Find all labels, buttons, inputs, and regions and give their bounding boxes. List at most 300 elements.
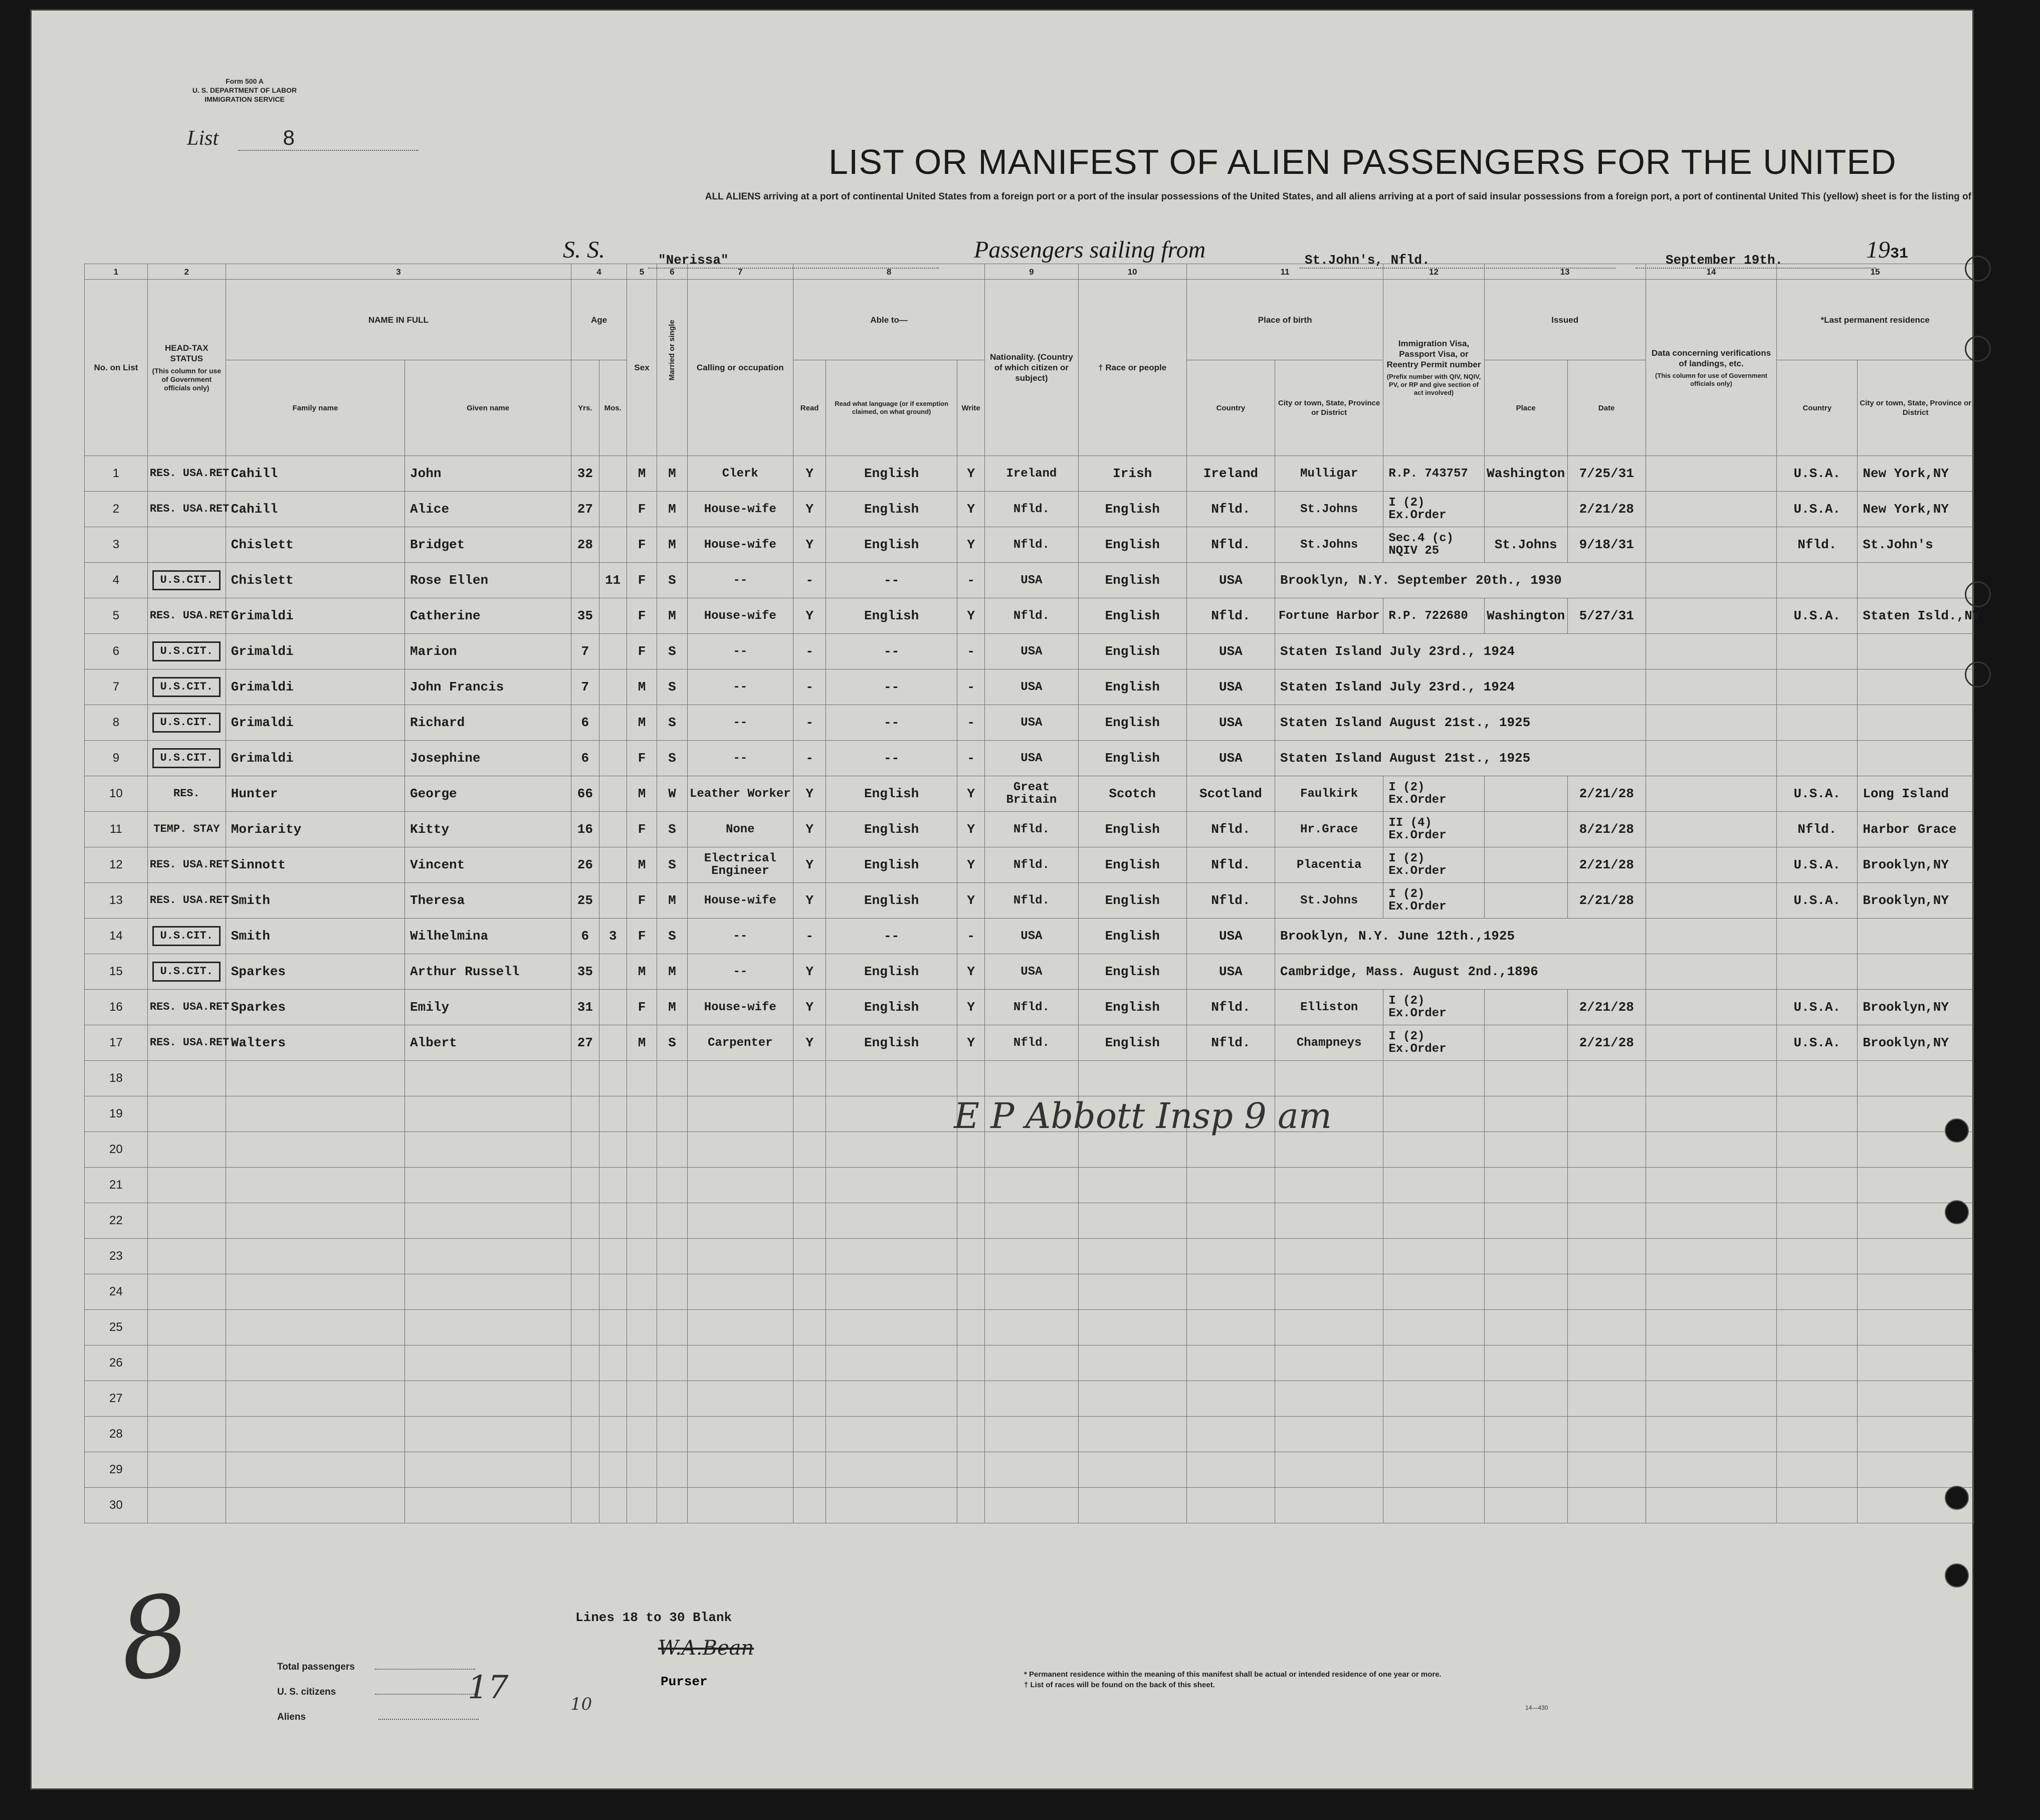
empty-cell: [1646, 1417, 1777, 1452]
empty-cell: [1186, 1381, 1275, 1417]
table-row: [85, 456, 1974, 492]
birth-city: St.Johns: [1275, 492, 1383, 527]
given-name: Emily: [405, 990, 571, 1025]
status-badge: RES. USA.RET.: [149, 609, 236, 622]
empty-cell: [1186, 1132, 1275, 1168]
empty-cell: [599, 1310, 627, 1345]
age-months: [599, 598, 627, 634]
empty-cell: [147, 1274, 226, 1310]
residence-country: U.S.A.: [1777, 598, 1858, 634]
department-name: U. S. DEPARTMENT OF LABOR: [192, 86, 297, 94]
can-write: -: [957, 634, 984, 669]
manifest-sheet: [30, 9, 1980, 1790]
verification-data: [1646, 741, 1777, 776]
nationality: Ireland: [985, 456, 1078, 492]
empty-cell: [985, 1452, 1078, 1488]
birth-place-and-date: Brooklyn, N.Y. June 12th.,1925: [1275, 919, 1646, 954]
empty-cell: [627, 1488, 657, 1523]
header-visa: [1383, 280, 1484, 456]
empty-cell: [599, 1345, 627, 1381]
empty-cell: [1484, 1274, 1567, 1310]
visa-number: II (4) Ex.Order: [1383, 812, 1484, 847]
race: English: [1078, 847, 1186, 883]
empty-cell: [627, 1168, 657, 1203]
table-row: [85, 705, 1974, 741]
family-name: Grimaldi: [226, 705, 404, 741]
table-row: [85, 883, 1974, 919]
issued-date: 2/21/28: [1567, 776, 1646, 812]
age-years: 28: [571, 527, 599, 563]
empty-cell: [657, 1061, 687, 1096]
verification-data: [1646, 563, 1777, 598]
passenger-rows: [85, 456, 1980, 1523]
empty-cell: [957, 1203, 984, 1239]
family-name: Moriarity: [226, 812, 404, 847]
marital-status: W: [657, 776, 687, 812]
birth-city: St.Johns: [1275, 527, 1383, 563]
empty-cell: [657, 1310, 687, 1345]
nationality: USA: [985, 741, 1078, 776]
occupation: Leather Worker: [687, 776, 793, 812]
table-row: [85, 1025, 1974, 1061]
form-identifier: [124, 77, 365, 104]
status-badge: RES. USA.RET.: [149, 858, 236, 871]
empty-cell: [1078, 1488, 1186, 1523]
empty-cell: [147, 1417, 226, 1452]
status-badge: U.S.CIT.: [152, 926, 221, 946]
can-read: Y: [793, 776, 826, 812]
empty-cell: [793, 1239, 826, 1274]
table-row: [85, 990, 1974, 1025]
age-months: [599, 847, 627, 883]
empty-cell: [1567, 1061, 1646, 1096]
empty-cell: [826, 1132, 957, 1168]
row-number: 16: [85, 990, 148, 1025]
occupation: --: [687, 705, 793, 741]
head-tax-status: [147, 456, 236, 492]
birth-city: St.Johns: [1275, 883, 1383, 919]
row-number: 5: [85, 598, 148, 634]
empty-cell: [826, 1096, 957, 1132]
verification-data: [1646, 492, 1777, 527]
empty-cell: [657, 1345, 687, 1381]
empty-cell: [657, 1274, 687, 1310]
empty-cell: [1275, 1345, 1383, 1381]
row-number: 26: [85, 1345, 148, 1381]
manifest-table: [84, 264, 1980, 1523]
empty-row: [85, 1203, 1974, 1239]
empty-cell: [627, 1452, 657, 1488]
empty-cell: [405, 1274, 571, 1310]
given-name: Albert: [405, 1025, 571, 1061]
residence-city: [1858, 705, 1974, 741]
residence-country: Nfld.: [1777, 527, 1858, 563]
status-badge: U.S.CIT.: [152, 677, 221, 697]
empty-cell: [793, 1452, 826, 1488]
age-years: 7: [571, 669, 599, 705]
header-able-to: Able to—: [793, 280, 984, 360]
issued-place: Washington: [1484, 598, 1567, 634]
header-residence-country: Country: [1777, 360, 1858, 456]
occupation: --: [687, 634, 793, 669]
sex: F: [627, 527, 657, 563]
empty-cell: [599, 1203, 627, 1239]
empty-cell: [687, 1488, 793, 1523]
occupation: --: [687, 741, 793, 776]
sex: F: [627, 919, 657, 954]
race: English: [1078, 563, 1186, 598]
header-race: † Race or people: [1078, 280, 1186, 456]
empty-cell: [657, 1381, 687, 1417]
given-name: Marion: [405, 634, 571, 669]
empty-cell: [1275, 1488, 1383, 1523]
can-write: Y: [957, 812, 984, 847]
empty-cell: [1383, 1203, 1484, 1239]
visa-number: I (2) Ex.Order: [1383, 883, 1484, 919]
can-write: Y: [957, 598, 984, 634]
occupation: --: [687, 669, 793, 705]
empty-cell: [1275, 1417, 1383, 1452]
race: English: [1078, 954, 1186, 990]
inspector-note: E P Abbott Insp 9 am: [954, 1095, 1332, 1136]
can-write: Y: [957, 527, 984, 563]
header-no-on-list: No. on List: [85, 280, 148, 456]
row-number: 1: [85, 456, 148, 492]
nationality: Nfld.: [985, 598, 1078, 634]
nationality: Nfld.: [985, 1025, 1078, 1061]
header-head-tax-note: (This column for use of Government officials only): [152, 367, 222, 392]
empty-row: [85, 1381, 1974, 1417]
birth-city: Hr.Grace: [1275, 812, 1383, 847]
status-badge: U.S.CIT.: [152, 641, 221, 661]
empty-cell: [1777, 1203, 1858, 1239]
empty-cell: [985, 1345, 1078, 1381]
empty-cell: [1383, 1488, 1484, 1523]
family-name: Smith: [226, 919, 404, 954]
empty-cell: [985, 1417, 1078, 1452]
nationality: USA: [985, 634, 1078, 669]
read-language: English: [826, 456, 957, 492]
marital-status: M: [657, 883, 687, 919]
empty-cell: [1567, 1417, 1646, 1452]
empty-cell: [985, 1239, 1078, 1274]
empty-cell: [1777, 1310, 1858, 1345]
header-row-top: [85, 280, 1974, 360]
read-language: English: [826, 598, 957, 634]
col-number: 15: [1777, 264, 1974, 280]
manifest-footer: [82, 1599, 1971, 1789]
residence-country: U.S.A.: [1777, 883, 1858, 919]
given-name: Rose Ellen: [405, 563, 571, 598]
empty-cell: [599, 1488, 627, 1523]
empty-cell: [571, 1488, 599, 1523]
verification-data: [1646, 812, 1777, 847]
occupation: House-wife: [687, 990, 793, 1025]
visa-number: I (2) Ex.Order: [1383, 492, 1484, 527]
empty-cell: [627, 1381, 657, 1417]
empty-row: [85, 1310, 1974, 1345]
empty-cell: [147, 1452, 226, 1488]
empty-cell: [826, 1417, 957, 1452]
empty-cell: [1567, 1203, 1646, 1239]
col-number: 5: [627, 264, 657, 280]
empty-cell: [147, 1488, 226, 1523]
read-language: English: [826, 883, 957, 919]
empty-cell: [1275, 1061, 1383, 1096]
empty-cell: [226, 1381, 404, 1417]
empty-cell: [226, 1061, 404, 1096]
empty-cell: [1275, 1381, 1383, 1417]
row-number: 28: [85, 1417, 148, 1452]
age-years: 6: [571, 705, 599, 741]
us-citizens-line: [277, 1687, 475, 1698]
tally-total: 17: [468, 1669, 509, 1706]
aliens-line: [277, 1712, 479, 1723]
issued-date: 2/21/28: [1567, 1025, 1646, 1061]
empty-cell: [793, 1274, 826, 1310]
occupation: Carpenter: [687, 1025, 793, 1061]
empty-cell: [1383, 1239, 1484, 1274]
head-tax-status: [147, 563, 226, 598]
nationality: USA: [985, 563, 1078, 598]
residence-city: [1858, 919, 1974, 954]
row-number: 13: [85, 883, 148, 919]
empty-cell: [687, 1417, 793, 1452]
header-sex: Sex: [627, 280, 657, 456]
footnote-races: † List of races will be found on the back of this sheet.: [1024, 1681, 1215, 1689]
empty-cell: [571, 1345, 599, 1381]
empty-cell: [1078, 1417, 1186, 1452]
verification-data: [1646, 776, 1777, 812]
empty-cell: [826, 1168, 957, 1203]
can-read: -: [793, 741, 826, 776]
verification-data: [1646, 598, 1777, 634]
page-title: LIST OR MANIFEST OF ALIEN PASSENGERS FOR THE UNITED: [829, 142, 1897, 181]
empty-cell: [571, 1096, 599, 1132]
can-write: Y: [957, 954, 984, 990]
empty-cell: [226, 1239, 404, 1274]
empty-cell: [627, 1096, 657, 1132]
total-passengers-line: [277, 1662, 475, 1673]
empty-cell: [1858, 1345, 1974, 1381]
row-number: 6: [85, 634, 148, 669]
row-number: 8: [85, 705, 148, 741]
visa-number: I (2) Ex.Order: [1383, 776, 1484, 812]
family-name: Cahill: [226, 492, 404, 527]
table-row: [85, 919, 1974, 954]
empty-cell: [226, 1417, 404, 1452]
residence-country: [1777, 634, 1858, 669]
empty-cell: [1777, 1381, 1858, 1417]
residence-city: New York,NY: [1858, 492, 1974, 527]
family-name: Grimaldi: [226, 741, 404, 776]
empty-cell: [957, 1310, 984, 1345]
empty-cell: [1383, 1168, 1484, 1203]
race: English: [1078, 669, 1186, 705]
empty-cell: [599, 1381, 627, 1417]
empty-cell: [1275, 1168, 1383, 1203]
empty-cell: [657, 1203, 687, 1239]
year-field: [1866, 236, 1908, 264]
empty-cell: [599, 1417, 627, 1452]
read-language: --: [826, 563, 957, 598]
residence-city: [1858, 563, 1974, 598]
age-months: [599, 669, 627, 705]
head-tax-status: [147, 990, 236, 1025]
row-number: 20: [85, 1132, 148, 1168]
empty-cell: [1186, 1239, 1275, 1274]
family-name: Grimaldi: [226, 669, 404, 705]
empty-cell: [957, 1168, 984, 1203]
empty-cell: [1078, 1452, 1186, 1488]
can-read: Y: [793, 1025, 826, 1061]
empty-cell: [571, 1239, 599, 1274]
intro-text: ALL ALIENS arriving at a port of continental United States from a foreign port or a port of the insular possessions of the United States, and all aliens arriving at a port of said insular possessions from a foreign port, a port of continental United This (yellow) sheet is for the listing of: [705, 191, 1971, 202]
departure-date: September 19th.: [1636, 253, 1876, 269]
issued-date: 8/21/28: [1567, 812, 1646, 847]
head-tax-status: [147, 812, 226, 847]
can-write: Y: [957, 883, 984, 919]
race: English: [1078, 598, 1186, 634]
birth-country: USA: [1186, 563, 1275, 598]
empty-cell: [1777, 1417, 1858, 1452]
marital-status: S: [657, 919, 687, 954]
race: English: [1078, 919, 1186, 954]
residence-city: Long Island: [1858, 776, 1974, 812]
birth-city: Champneys: [1275, 1025, 1383, 1061]
read-language: English: [826, 527, 957, 563]
empty-cell: [1186, 1310, 1275, 1345]
residence-country: U.S.A.: [1777, 492, 1858, 527]
residence-country: U.S.A.: [1777, 990, 1858, 1025]
verification-data: [1646, 634, 1777, 669]
issued-place: [1484, 1025, 1567, 1061]
empty-cell: [1777, 1168, 1858, 1203]
empty-cell: [1078, 1274, 1186, 1310]
nationality: Nfld.: [985, 847, 1078, 883]
age-years: 26: [571, 847, 599, 883]
status-badge: RES. USA.RET.: [149, 1001, 236, 1013]
header-married: [657, 280, 687, 456]
sex: M: [627, 1025, 657, 1061]
header-married-label: Married or single: [668, 320, 677, 381]
empty-cell: [1646, 1096, 1777, 1132]
birth-place-and-date: Cambridge, Mass. August 2nd.,1896: [1275, 954, 1646, 990]
head-tax-status: [147, 919, 226, 954]
empty-cell: [147, 1345, 226, 1381]
departure-port: St.John's, Nfld.: [1300, 253, 1615, 269]
empty-cell: [1078, 1310, 1186, 1345]
empty-cell: [405, 1132, 571, 1168]
issued-place: Washington: [1484, 456, 1567, 492]
empty-cell: [627, 1345, 657, 1381]
empty-cell: [1275, 1132, 1383, 1168]
issued-place: [1484, 492, 1567, 527]
empty-cell: [1078, 1203, 1186, 1239]
occupation: None: [687, 812, 793, 847]
head-tax-status: [147, 527, 226, 563]
empty-cell: [571, 1132, 599, 1168]
empty-cell: [1383, 1452, 1484, 1488]
punch-hole: [1965, 336, 1991, 362]
age-months: [599, 812, 627, 847]
race: English: [1078, 741, 1186, 776]
empty-cell: [957, 1274, 984, 1310]
birth-country: USA: [1186, 669, 1275, 705]
header-last-residence: *Last permanent residence: [1777, 280, 1974, 360]
birth-place-and-date: Brooklyn, N.Y. September 20th., 1930: [1275, 563, 1646, 598]
empty-row: [85, 1061, 1974, 1096]
empty-cell: [687, 1239, 793, 1274]
head-tax-status: [147, 705, 226, 741]
empty-cell: [1383, 1345, 1484, 1381]
table-row: [85, 741, 1974, 776]
residence-city: St.John's: [1858, 527, 1974, 563]
empty-cell: [1646, 1310, 1777, 1345]
empty-cell: [1186, 1452, 1275, 1488]
list-number: 8: [238, 126, 419, 151]
empty-cell: [1275, 1239, 1383, 1274]
age-years: 35: [571, 954, 599, 990]
empty-cell: [1777, 1061, 1858, 1096]
issued-place: [1484, 812, 1567, 847]
empty-cell: [687, 1452, 793, 1488]
header-name-in-full: NAME IN FULL: [226, 280, 571, 360]
empty-cell: [627, 1274, 657, 1310]
empty-cell: [147, 1132, 226, 1168]
punch-hole: [1945, 1563, 1969, 1587]
given-name: John: [405, 456, 571, 492]
read-language: English: [826, 776, 957, 812]
row-number: 30: [85, 1488, 148, 1523]
sex: F: [627, 634, 657, 669]
us-citizens-label: U. S. citizens: [277, 1687, 336, 1697]
empty-cell: [147, 1381, 226, 1417]
given-name: Alice: [405, 492, 571, 527]
empty-cell: [1484, 1381, 1567, 1417]
empty-cell: [826, 1488, 957, 1523]
empty-cell: [957, 1381, 984, 1417]
empty-cell: [571, 1310, 599, 1345]
row-number: 17: [85, 1025, 148, 1061]
year-suffix: 31: [1890, 246, 1909, 263]
empty-cell: [1567, 1310, 1646, 1345]
empty-cell: [147, 1310, 226, 1345]
table-row: [85, 954, 1974, 990]
empty-cell: [1567, 1132, 1646, 1168]
empty-cell: [405, 1239, 571, 1274]
empty-cell: [1078, 1132, 1186, 1168]
sex: M: [627, 776, 657, 812]
residence-city: [1858, 741, 1974, 776]
head-tax-status: [147, 883, 236, 919]
status-badge: U.S.CIT.: [152, 962, 221, 982]
empty-cell: [1567, 1345, 1646, 1381]
empty-cell: [985, 1168, 1078, 1203]
status-badge: U.S.CIT.: [152, 748, 221, 768]
age-months: 3: [599, 919, 627, 954]
header-write: Write: [957, 360, 984, 456]
header-verifications: [1646, 280, 1777, 456]
empty-cell: [1567, 1488, 1646, 1523]
marital-status: S: [657, 1025, 687, 1061]
empty-cell: [826, 1274, 957, 1310]
residence-country: [1777, 954, 1858, 990]
can-read: -: [793, 563, 826, 598]
head-tax-status: [147, 1025, 236, 1061]
head-tax-status: [147, 954, 226, 990]
issued-date: 2/21/28: [1567, 847, 1646, 883]
